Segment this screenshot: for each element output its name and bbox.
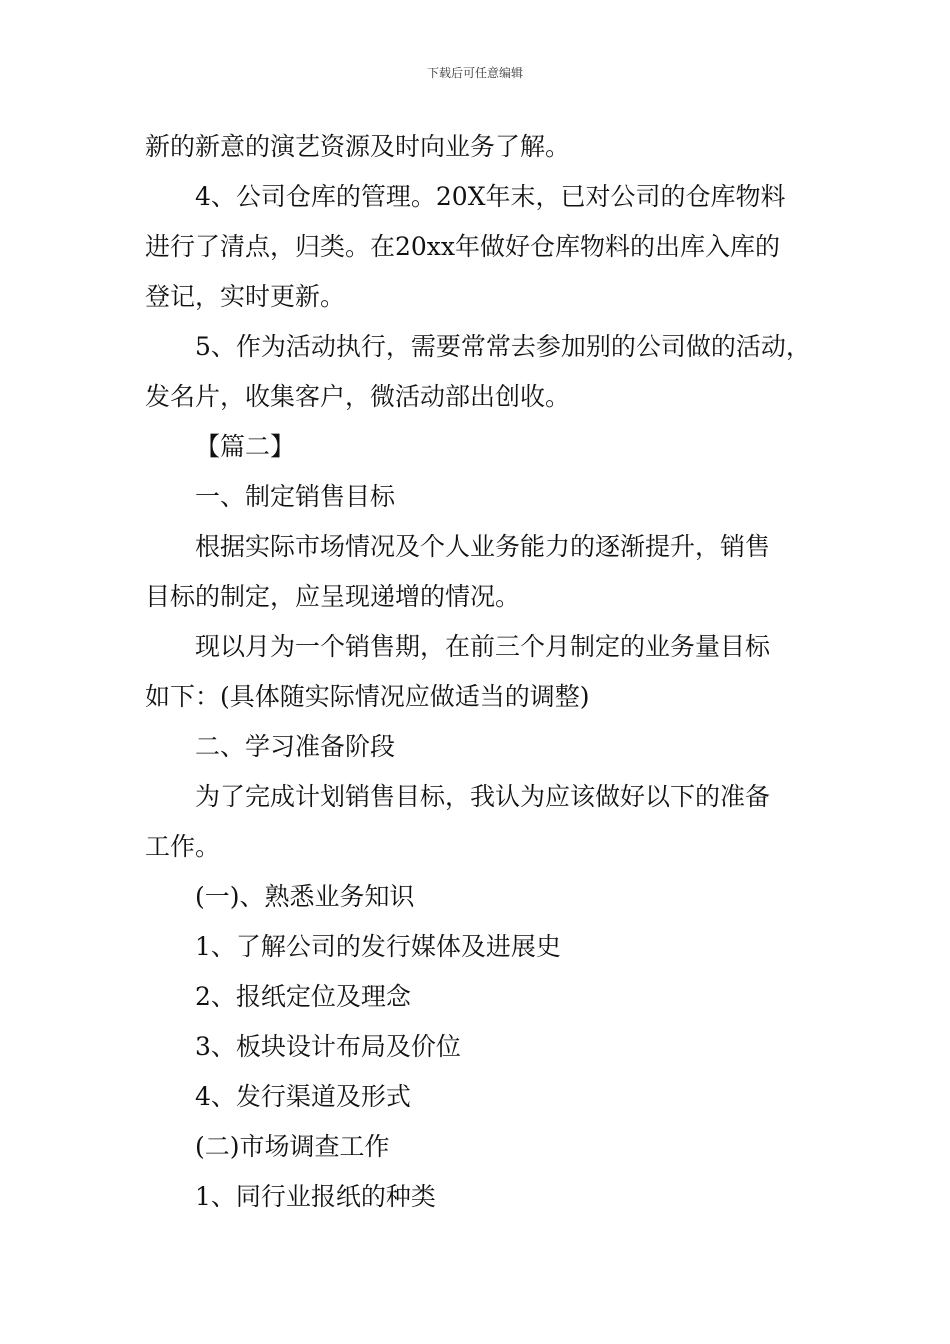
- section-heading: 【篇二】: [195, 432, 296, 461]
- list-item: 1、同行业报纸的种类: [195, 1182, 436, 1211]
- text-line: 进行了清点，归类。在20xx年做好仓库物料的出库入库的: [145, 232, 781, 261]
- section-heading: 二、学习准备阶段: [195, 732, 396, 761]
- text-line: 工作。: [145, 832, 221, 861]
- text-line: 为了完成计划销售目标，我认为应该做好以下的准备: [195, 782, 771, 811]
- list-item: 4、发行渠道及形式: [195, 1082, 411, 1111]
- text-line: 登记，实时更新。: [145, 282, 346, 311]
- list-item: 2、报纸定位及理念: [195, 982, 411, 1011]
- text-line: 发名片，收集客户，微活动部出创收。: [145, 382, 571, 411]
- list-item: 3、板块设计布局及价位: [195, 1032, 461, 1061]
- document-body: [145, 122, 810, 1222]
- page-header: 下载后可任意编辑: [426, 66, 523, 80]
- text-line: 新的新意的演艺资源及时向业务了解。: [145, 132, 571, 161]
- text-line: 目标的制定，应呈现递增的情况。: [145, 582, 521, 611]
- subsection-heading: (一)、熟悉业务知识: [195, 882, 415, 911]
- text-line: 根据实际市场情况及个人业务能力的逐渐提升，销售: [195, 532, 771, 561]
- text-line: 5、作为活动执行，需要常常去参加别的公司做的活动，: [195, 332, 811, 361]
- list-item: 1、了解公司的发行媒体及进展史: [195, 932, 561, 961]
- subsection-heading: (二)市场调查工作: [195, 1132, 390, 1161]
- text-line: 如下：(具体随实际情况应做适当的调整): [145, 682, 590, 711]
- text-line: 现以月为一个销售期，在前三个月制定的业务量目标: [195, 632, 771, 661]
- section-heading: 一、制定销售目标: [195, 482, 396, 511]
- text-line: 4、公司仓库的管理。20X年末，已对公司的仓库物料: [195, 182, 786, 211]
